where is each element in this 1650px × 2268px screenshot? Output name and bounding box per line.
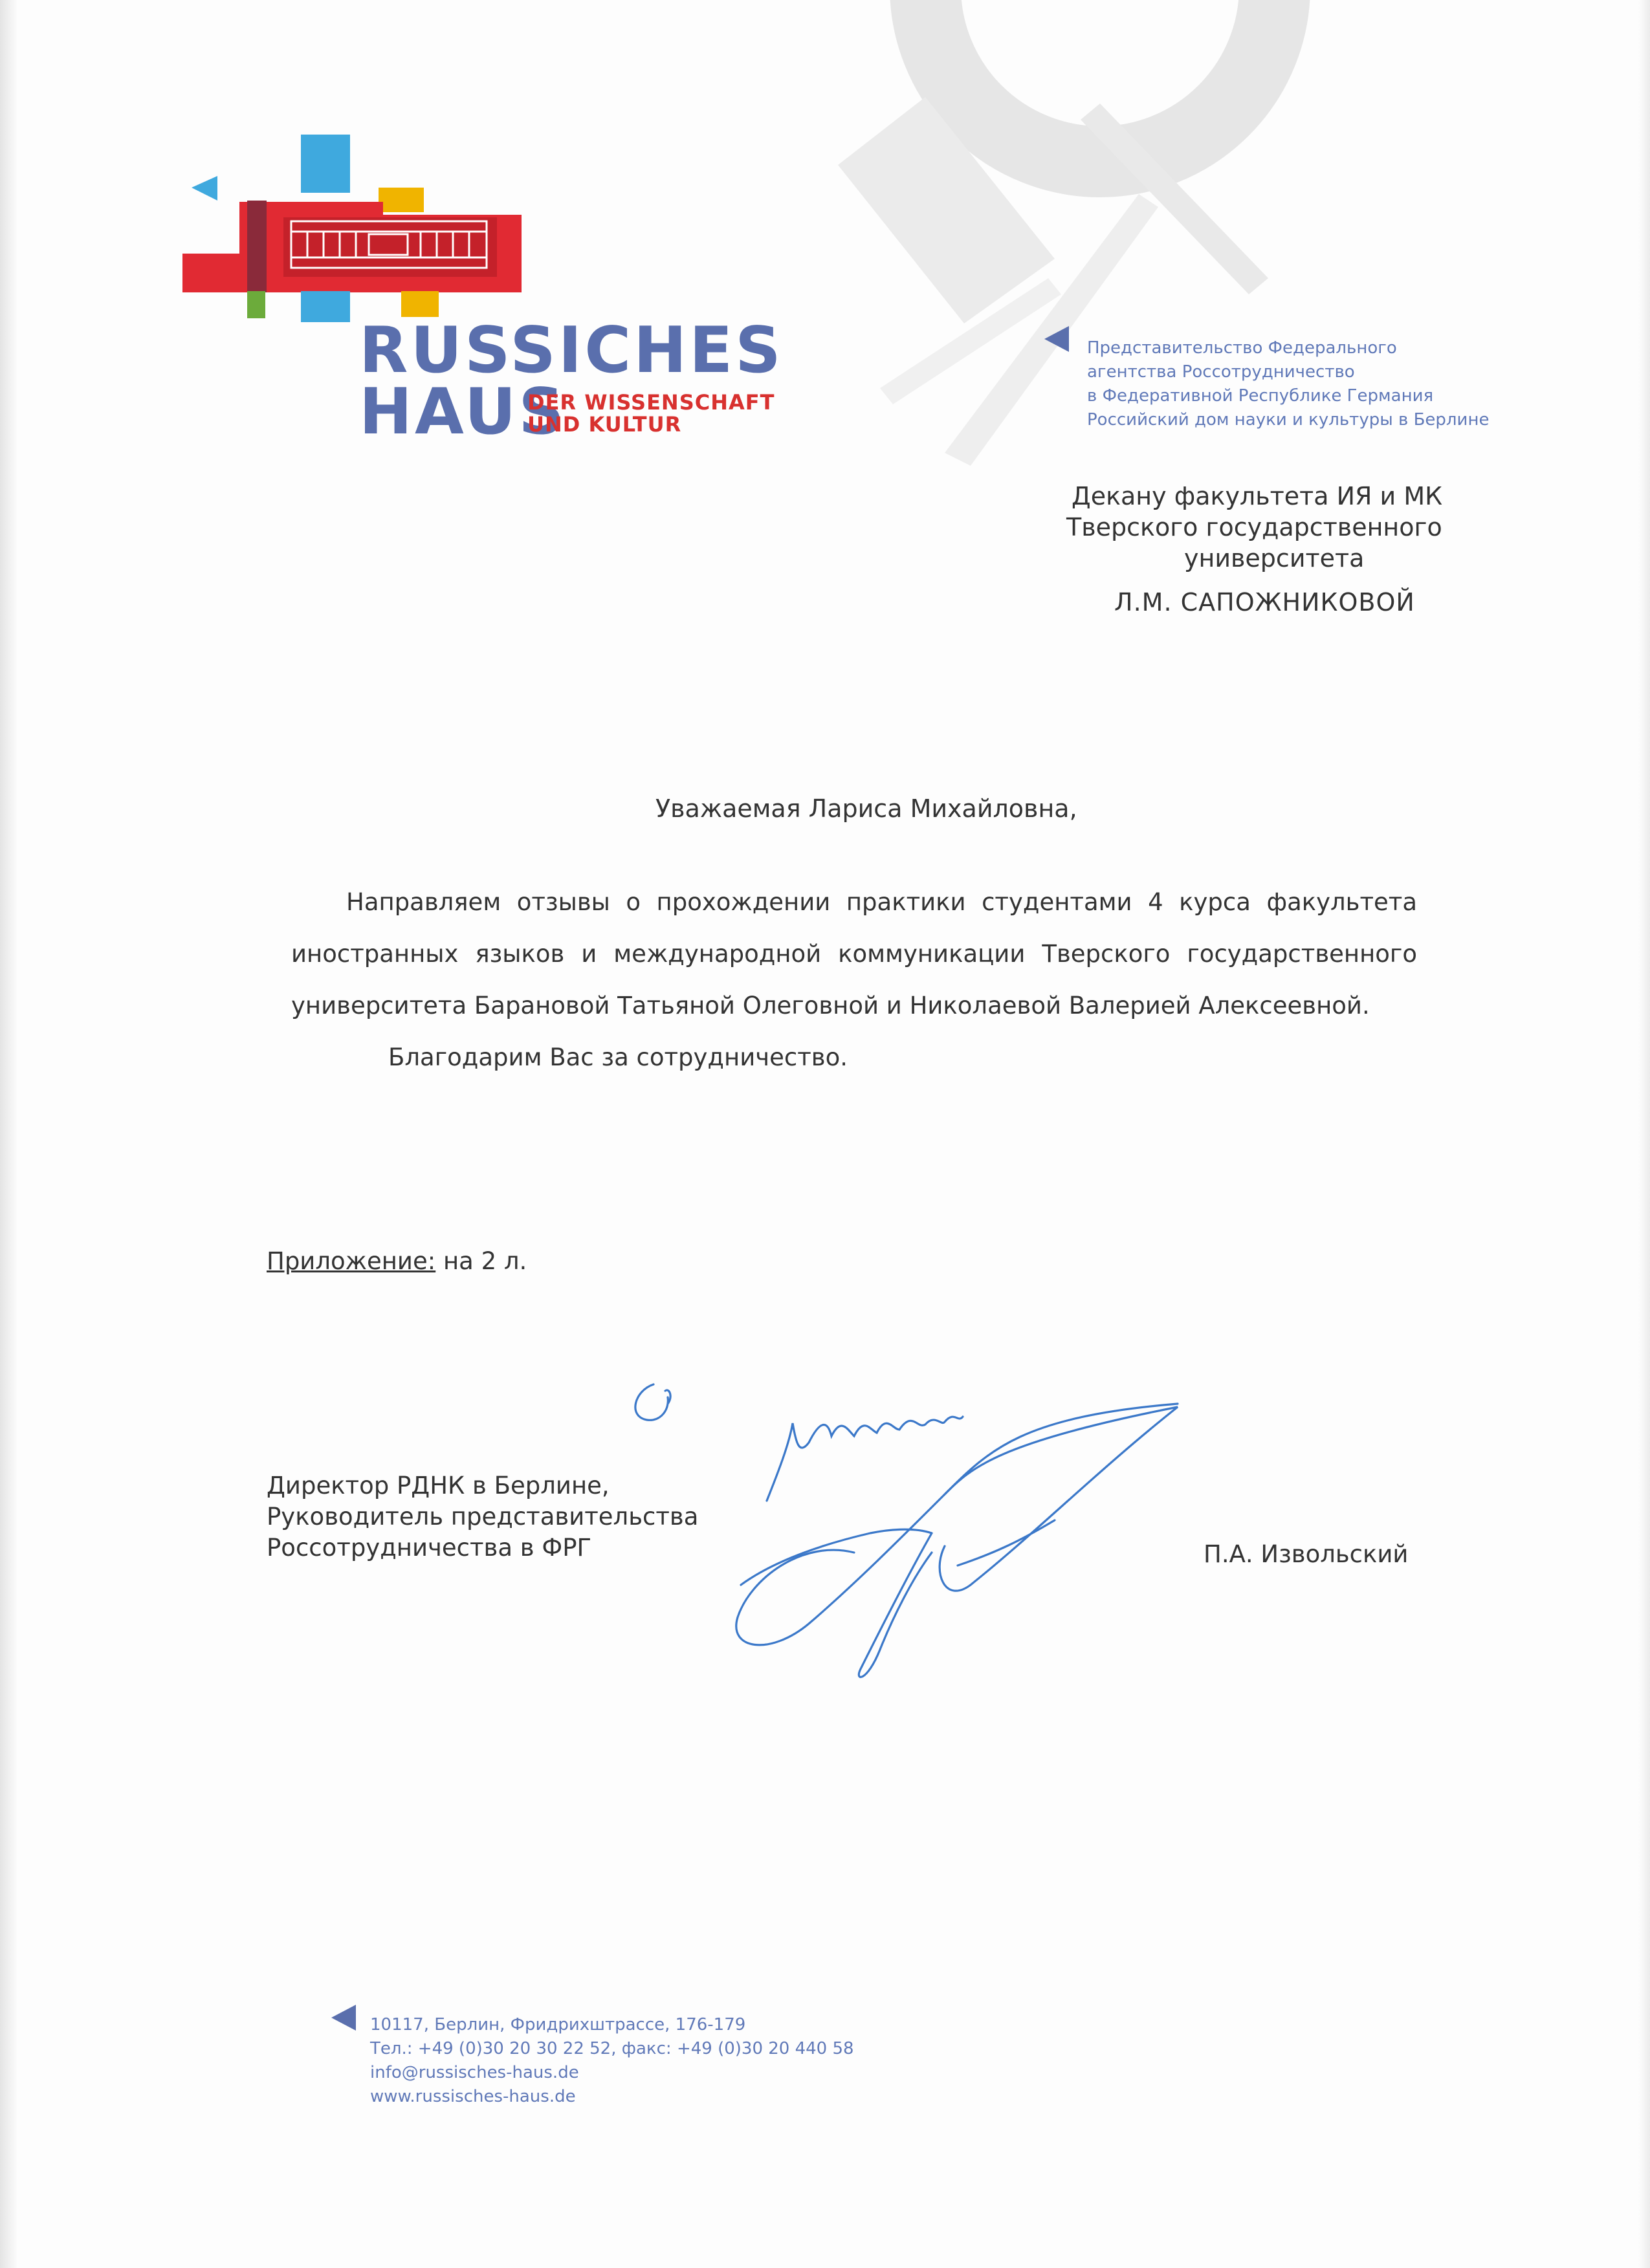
org-line: Российский дом науки и культуры в Берлине <box>1087 410 1490 430</box>
scan-edge-right <box>1638 0 1650 2268</box>
body-paragraph: Направляем отзывы о прохождении практики студентами 4 курса факультета иностранных языков и международной коммуникации Тверского государственного университета Барановой Татьяной Олеговной и Николаевой Валерией Алексеевной. <box>291 888 1417 1020</box>
attachment-note <box>267 1247 527 1275</box>
footer-email[interactable]: info@russisches-haus.de <box>370 2063 579 2082</box>
signer-title-line: Директор РДНК в Берлине, <box>267 1472 610 1499</box>
signer-block <box>267 1470 698 1564</box>
addressee-line: Декану факультета ИЯ и МК <box>1072 482 1443 510</box>
footer-website[interactable]: www.russisches-haus.de <box>370 2087 576 2106</box>
organization-block <box>1087 336 1489 432</box>
addressee-line: Тверского государственного <box>1066 513 1442 541</box>
logo-subtitle-line2: UND KULTUR <box>527 412 682 437</box>
org-line: агентства Россотрудничество <box>1087 362 1355 382</box>
triangle-marker-icon <box>1042 323 1072 354</box>
org-line: в Федеративной Республике Германия <box>1087 386 1434 406</box>
scan-edge-left <box>0 0 17 2268</box>
attachment-label: Приложение: <box>267 1247 436 1275</box>
footer-contacts <box>370 2013 854 2109</box>
letter-body <box>291 877 1417 1084</box>
footer-triangle-marker-icon <box>329 2002 358 2033</box>
signer-title-line: Россотрудничества в ФРГ <box>267 1534 592 1562</box>
addressee-block <box>1009 481 1462 618</box>
addressee-name: Л.М. САПОЖНИКОВОЙ <box>1114 588 1415 616</box>
logo-subtitle-line1: DER WISSENSCHAFT <box>527 390 775 415</box>
signer-title-line: Руководитель представительства <box>267 1503 699 1531</box>
footer-address: 10117, Берлин, Фридрихштрассе, 176-179 <box>370 2015 746 2034</box>
salutation: Уважаемая Лариса Михайловна, <box>655 794 1077 823</box>
addressee-line: университета <box>1184 544 1365 572</box>
signer-name: П.А. Извольский <box>1204 1540 1409 1568</box>
attachment-value: на 2 л. <box>435 1247 527 1275</box>
org-line: Представительство Федерального <box>1087 338 1397 358</box>
footer-phone: Тел.: +49 (0)30 20 30 22 52, факс: +49 (0)30 20 440 58 <box>370 2039 854 2058</box>
body-paragraph: Благодарим Вас за сотрудничество. <box>388 1043 848 1071</box>
logo-wordmark-line2: HAUS <box>359 375 567 449</box>
logo-wordmark-line1: RUSSICHES <box>359 314 784 387</box>
